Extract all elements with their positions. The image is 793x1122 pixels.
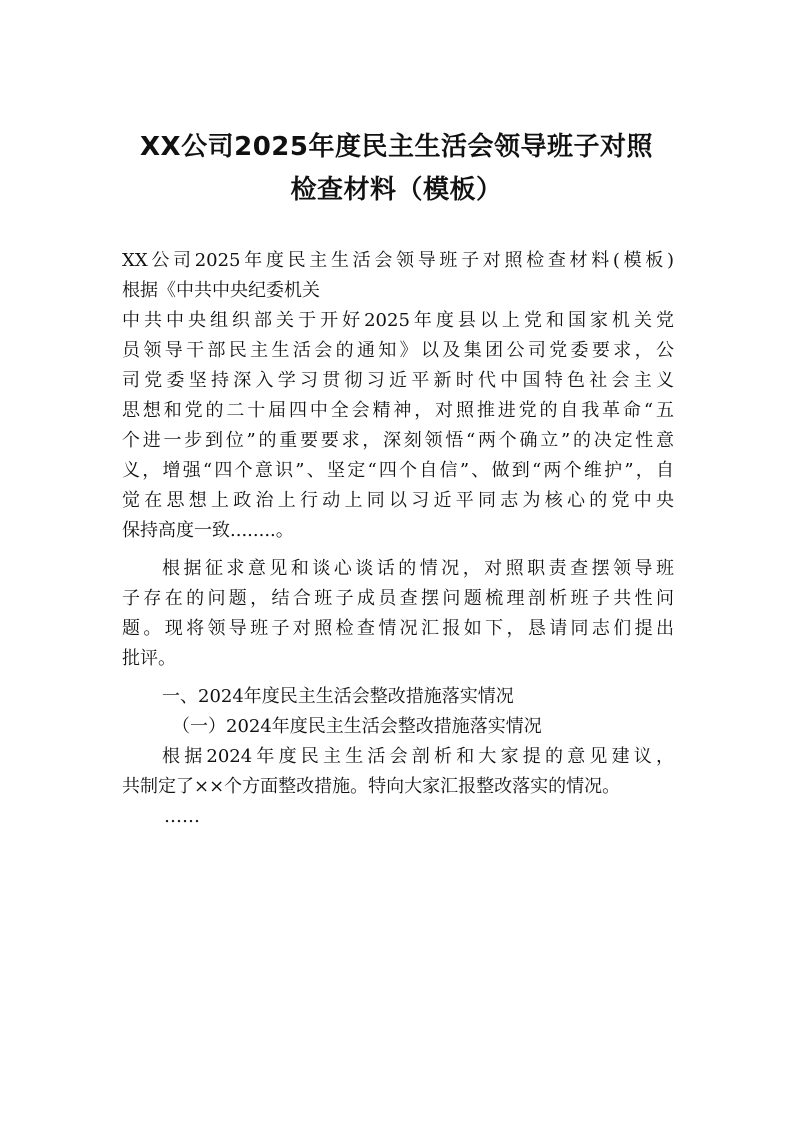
body-line: 共制定了××个方面整改措施。特向大家汇报整改落实的情况。 [122, 776, 621, 797]
body-line: 根据征求意见和谈心谈话的情况，对照职责查摆领导班 [162, 558, 674, 579]
body-line: 根据2024年度民主生活会剖析和大家提的意见建议， [162, 746, 674, 767]
body-line: 员领导干部民主生活会的通知》以及集团公司党委要求，公 [122, 340, 674, 361]
body-line: 司党委坚持深入学习贯彻习近平新时代中国特色社会主义 [122, 370, 674, 391]
section-heading: 一、2024年度民主生活会整改措施落实情况 [162, 686, 514, 707]
body-line: 思想和党的二十届四中全会精神，对照推进党的自我革命“五 [122, 400, 674, 421]
body-line: XX公司2025年度民主生活会领导班子对照检查材料(模板) [122, 250, 674, 271]
body-line: 个进一步到位”的重要要求，深刻领悟“两个确立”的决定性意 [122, 430, 674, 451]
body-line: 觉在思想上政治上行动上同以习近平同志为核心的党中央 [122, 490, 674, 511]
paragraph-problems [122, 554, 674, 674]
body-line: 根据《中共中央纪委机关 [122, 280, 320, 301]
paragraph-gap [122, 674, 674, 682]
paragraph-gap [122, 546, 674, 554]
paragraph-rectification [122, 742, 674, 802]
body-line: 义，增强“四个意识”、坚定“四个自信”、做到“两个维护”，自 [122, 460, 674, 481]
subsection-heading: （一）2024年度民主生活会整改措施落实情况 [172, 716, 542, 737]
body-line: 批评。 [122, 648, 176, 669]
paragraph-intro [122, 246, 674, 546]
document-body [122, 246, 674, 832]
title-line: 检查材料（模板） [290, 175, 503, 205]
paragraph-ellipsis [122, 802, 674, 832]
ellipsis-line: …… [164, 806, 200, 827]
body-line: 子存在的问题，结合班子成员查摆问题梳理剖析班子共性问 [122, 588, 674, 609]
document-title [110, 126, 683, 212]
body-line: 题。现将领导班子对照检查情况汇报如下，恳请同志们提出 [122, 618, 674, 639]
section-heading-1 [122, 682, 674, 712]
subsection-heading-1 [122, 712, 674, 742]
title-line: XX公司2025年度民主生活会领导班子对照 [140, 132, 653, 162]
body-line: 保持高度一致........。 [122, 520, 294, 541]
body-line: 中共中央组织部关于开好2025年度县以上党和国家机关党 [122, 310, 674, 331]
